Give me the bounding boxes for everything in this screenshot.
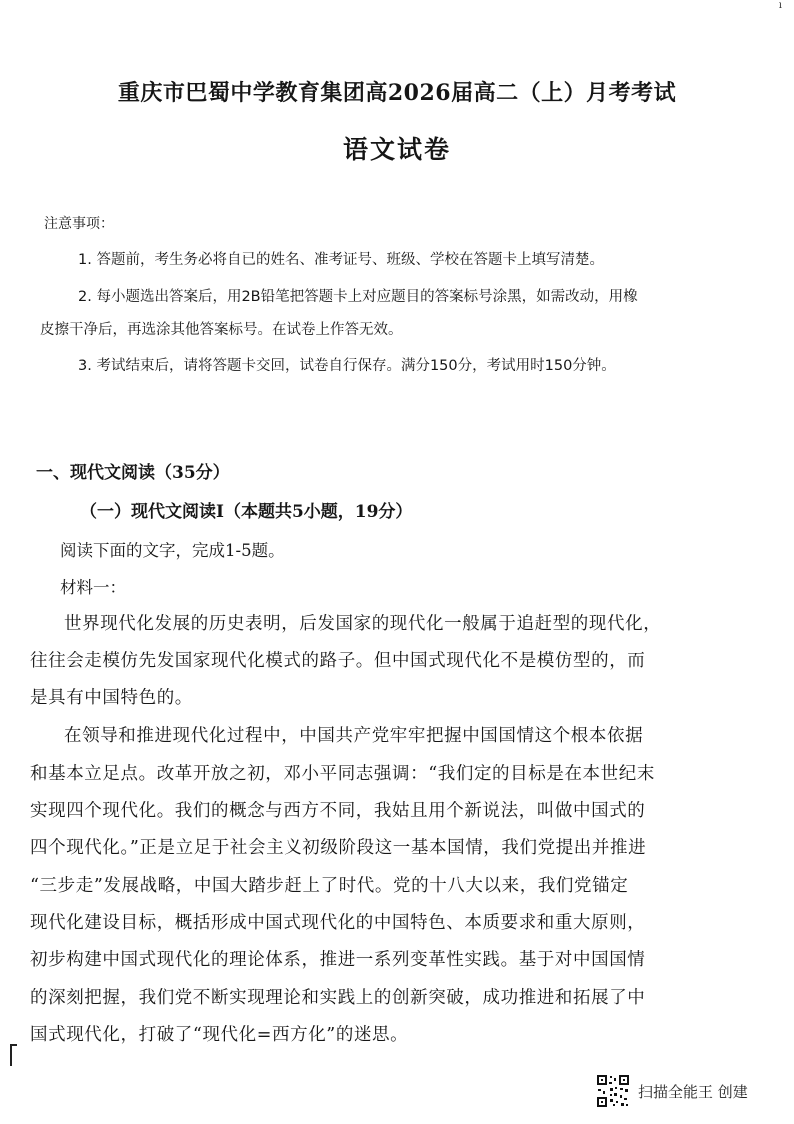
note-item: 1. 答题前，考生务必将自已的姓名、准考证号、班级、学校在答题卡上填写清楚。 bbox=[78, 252, 604, 268]
margin-mark bbox=[10, 1044, 12, 1066]
section-heading: 一、现代文阅读（35分） bbox=[36, 463, 230, 483]
note-item: 皮擦干净后，再选涂其他答案标号。在试卷上作答无效。 bbox=[40, 322, 403, 338]
body-line: 现代化建设目标，概括形成中国式现代化的中国特色、本质要求和重大原则， bbox=[30, 913, 646, 933]
watermark-text: 扫描全能王 创建 bbox=[638, 1082, 748, 1101]
body-line: 四个现代化。”正是立足于社会主义初级阶段这一基本国情，我们党提出并推进 bbox=[30, 838, 647, 858]
subject-title: 语文试卷 bbox=[342, 135, 451, 164]
qr-code-icon bbox=[596, 1074, 630, 1108]
reading-instruction: 阅读下面的文字，完成1-5题。 bbox=[60, 541, 285, 560]
body-line: 和基本立足点。改革开放之初，邓小平同志强调：“我们定的目标是在本世纪末 bbox=[30, 764, 655, 784]
note-item: 2. 每小题选出答案后，用2B铅笔把答题卡上对应题目的答案标号涂黑，如需改动，用橡 bbox=[78, 289, 638, 305]
body-line: 世界现代化发展的历史表明，后发国家的现代化一般属于追赶型的现代化， bbox=[64, 614, 662, 634]
exam-title: 重庆市巴蜀中学教育集团高2026届高二（上）月考考试 bbox=[117, 80, 677, 106]
body-line: 往往会走模仿先发国家现代化模式的路子。但中国式现代化不是模仿型的，而 bbox=[30, 651, 646, 671]
body-line: 是具有中国特色的。 bbox=[30, 688, 193, 708]
body-line: 国式现代化，打破了“现代化=西方化”的迷思。 bbox=[30, 1025, 409, 1045]
note-item: 3. 考试结束后，请将答题卡交回，试卷自行保存。满分150分，考试用时150分钟。 bbox=[78, 358, 616, 374]
body-line: 实现四个现代化。我们的概念与西方不同，我姑且用个新说法，叫做中国式的 bbox=[30, 801, 646, 821]
notes-heading: 注意事项： bbox=[44, 216, 114, 232]
corner-mark: ı bbox=[778, 0, 782, 11]
scanner-watermark bbox=[596, 1074, 748, 1108]
body-line: 初步构建中国式现代化的理论体系，推进一系列变革性实践。基于对中国国情 bbox=[30, 950, 646, 970]
body-line: 的深刻把握，我们党不断实现理论和实践上的创新突破，成功推进和拓展了中 bbox=[30, 988, 646, 1008]
body-line: “三步走”发展战略，中国大踏步赶上了时代。党的十八大以来，我们党锚定 bbox=[30, 876, 629, 896]
subsection-heading: （一）现代文阅读Ⅰ（本题共5小题，19分） bbox=[80, 502, 413, 522]
body-line: 在领导和推进现代化过程中，中国共产党牢牢把握中国国情这个根本依据 bbox=[64, 726, 644, 746]
material-label: 材料一： bbox=[60, 578, 126, 597]
